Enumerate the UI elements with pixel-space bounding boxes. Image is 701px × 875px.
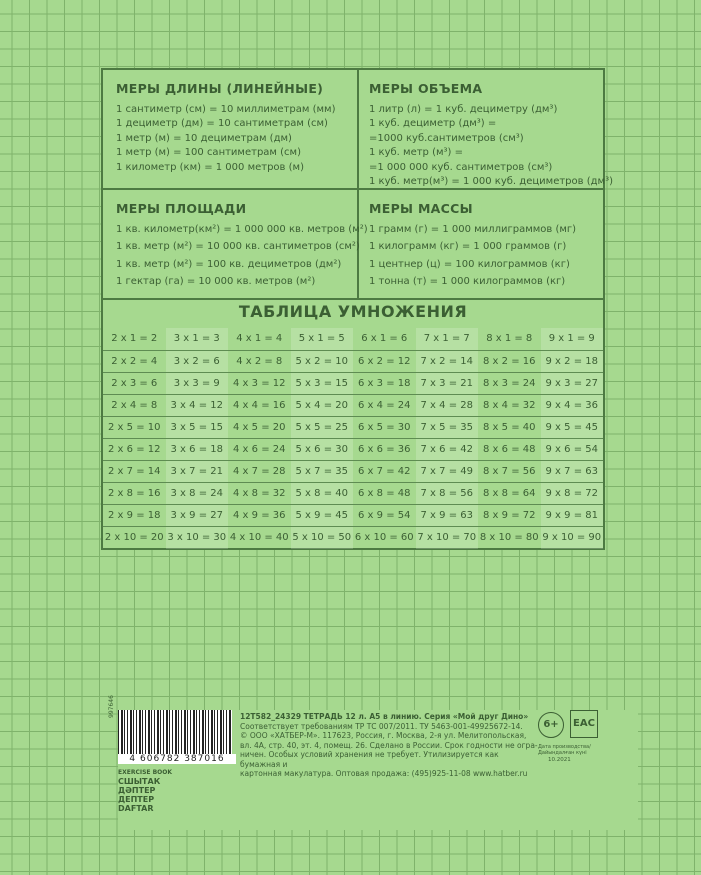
mult-row <box>103 394 603 417</box>
mult-cell: 6 x 9 = 54 <box>358 510 411 521</box>
mult-cell: 5 x 4 = 20 <box>291 395 354 417</box>
mult-cell: 5 x 5 = 25 <box>291 417 354 439</box>
mult-cell: 8 x 10 = 80 <box>479 532 539 543</box>
mult-cell: 9 x 9 = 81 <box>541 505 604 527</box>
footer <box>108 695 638 830</box>
area-section <box>116 202 368 290</box>
barcode <box>118 710 232 754</box>
mult-cell: 7 x 10 = 70 <box>416 527 479 549</box>
mult-cell: 7 x 8 = 56 <box>416 483 479 505</box>
language-item: СШЫТАК <box>118 777 161 786</box>
mult-cell: 4 x 6 = 24 <box>233 444 286 455</box>
mult-cell: 6 x 7 = 42 <box>358 466 411 477</box>
mult-cell: 3 x 9 = 27 <box>166 505 229 527</box>
mult-cell: 7 x 5 = 35 <box>416 417 479 439</box>
mult-cell: 2 x 2 = 4 <box>111 356 158 367</box>
mult-row <box>103 328 603 350</box>
mult-cell: 7 x 1 = 7 <box>416 328 479 350</box>
footer-line: © ООО «ХАТБЕР-М». 117623, Россия, г. Москва, 2-я ул. Мелитопольская, <box>240 731 527 740</box>
mult-cell: 6 x 1 = 6 <box>361 333 408 344</box>
mult-cell: 3 x 4 = 12 <box>166 395 229 417</box>
mult-row <box>103 438 603 461</box>
footer-line: вл. 4А, стр. 40, эт. 4, помещ. 26. Сделано в России. Срок годности не огра- <box>240 740 538 750</box>
footer-line: ничен. Особых условий хранения не требует. Утилизируется как бумажная и <box>240 750 499 769</box>
mult-cell: 2 x 7 = 14 <box>108 466 161 477</box>
mult-cell: 2 x 3 = 6 <box>111 378 158 389</box>
mass-line: 1 тонна (т) = 1 000 килограммов (кг) <box>369 276 566 287</box>
area-title: МЕРЫ ПЛОЩАДИ <box>116 201 247 216</box>
mult-cell: 7 x 2 = 14 <box>416 351 479 373</box>
language-list <box>118 768 172 813</box>
mass-section <box>369 202 576 290</box>
age-badge: 6+ <box>538 712 564 738</box>
volume-line: 1 литр (л) = 1 куб. дециметру (дм³) <box>369 103 558 115</box>
mult-cell: 5 x 6 = 30 <box>291 439 354 461</box>
divider-h3 <box>103 298 603 300</box>
mult-cell: 3 x 10 = 30 <box>166 527 229 549</box>
mult-cell: 4 x 7 = 28 <box>233 466 286 477</box>
mult-cell: 8 x 2 = 16 <box>483 356 536 367</box>
mult-cell: 8 x 3 = 24 <box>483 378 536 389</box>
vertical-code: 997646 <box>108 695 115 718</box>
mult-cell: 9 x 2 = 18 <box>541 351 604 373</box>
mult-cell: 4 x 9 = 36 <box>233 510 286 521</box>
volume-line: 1 куб. дециметр (дм³) = <box>369 118 497 129</box>
length-line: 1 метр (м) = 100 сантиметрам (см) <box>116 147 301 158</box>
mult-cell: 3 x 5 = 15 <box>166 417 229 439</box>
length-line: 1 метр (м) = 10 дециметрам (дм) <box>116 132 292 144</box>
mult-cell: 3 x 8 = 24 <box>166 483 229 505</box>
footer-line: картонная макулатура. Оптовая продажа: (495)925-11-08 www.hatber.ru <box>240 769 528 778</box>
mult-cell: 6 x 6 = 36 <box>358 444 411 455</box>
barcode-number: 4 606782 387016 <box>118 754 236 764</box>
length-line: 1 сантиметр (см) = 10 миллиметрам (мм) <box>116 103 336 115</box>
mult-cell: 9 x 10 = 90 <box>541 527 604 549</box>
mult-cell: 7 x 6 = 42 <box>416 439 479 461</box>
mult-cell: 5 x 7 = 35 <box>291 461 354 483</box>
mult-cell: 8 x 7 = 56 <box>483 466 536 477</box>
mult-row <box>103 482 603 505</box>
date-label: Дата производства/ Дайындалған күні <box>538 744 591 756</box>
mult-cell: 7 x 9 = 63 <box>416 505 479 527</box>
mult-cell: 9 x 5 = 45 <box>541 417 604 439</box>
mult-cell: 9 x 4 = 36 <box>541 395 604 417</box>
mult-cell: 6 x 3 = 18 <box>358 378 411 389</box>
mult-cell: 2 x 4 = 8 <box>111 400 158 411</box>
language-item: ДЕПТЕР <box>118 795 155 804</box>
mult-cell: 8 x 4 = 32 <box>483 400 536 411</box>
eac-mark: EAC <box>570 710 598 738</box>
mult-row <box>103 526 603 549</box>
mult-cell: 4 x 1 = 4 <box>236 333 283 344</box>
mult-cell: 9 x 7 = 63 <box>541 461 604 483</box>
volume-line: 1 куб. метр(м³) = 1 000 куб. дециметров (дм³) <box>369 176 613 187</box>
footer-line: Соответствует требованиям ТР ТС 007/2011. ТУ 5463-001-49925672-14. <box>240 721 523 731</box>
mult-cell: 6 x 4 = 24 <box>358 400 411 411</box>
mult-cell: 2 x 1 = 2 <box>111 333 158 344</box>
mult-cell: 3 x 7 = 21 <box>166 461 229 483</box>
length-section <box>116 82 336 175</box>
mass-line: 1 килограмм (кг) = 1 000 граммов (г) <box>369 241 567 252</box>
area-line: 1 кв. метр (м²) = 100 кв. дециметров (дм²) <box>116 258 342 270</box>
multiplication-title: ТАБЛИЦА УМНОЖЕНИЯ <box>238 302 468 321</box>
volume-section <box>369 82 613 190</box>
mult-row <box>103 504 603 527</box>
mult-cell: 6 x 10 = 60 <box>354 532 414 543</box>
footer-info <box>240 712 540 779</box>
mult-row <box>103 372 603 395</box>
mult-cell: 5 x 1 = 5 <box>291 328 354 350</box>
mult-cell: 7 x 7 = 49 <box>416 461 479 483</box>
mult-cell: 4 x 4 = 16 <box>233 400 286 411</box>
mult-cell: 5 x 8 = 40 <box>291 483 354 505</box>
mult-cell: 9 x 3 = 27 <box>541 373 604 395</box>
mult-cell: 2 x 5 = 10 <box>108 422 161 433</box>
mult-cell: 4 x 8 = 32 <box>233 488 286 499</box>
mult-row <box>103 460 603 483</box>
language-item: DAFTAR <box>118 804 154 813</box>
mult-cell: 9 x 6 = 54 <box>541 439 604 461</box>
mult-cell: 3 x 6 = 18 <box>166 439 229 461</box>
mult-cell: 4 x 10 = 40 <box>229 532 289 543</box>
mult-cell: 5 x 3 = 15 <box>291 373 354 395</box>
mult-row <box>103 350 603 373</box>
mult-cell: 9 x 8 = 72 <box>541 483 604 505</box>
mult-cell: 2 x 9 = 18 <box>108 510 161 521</box>
mult-cell: 3 x 3 = 9 <box>166 373 229 395</box>
volume-line: 1 куб. метр (м³) = <box>369 147 463 158</box>
mult-cell: 7 x 4 = 28 <box>416 395 479 417</box>
mult-cell: 5 x 9 = 45 <box>291 505 354 527</box>
mult-cell: 8 x 8 = 64 <box>483 488 536 499</box>
mult-cell: 9 x 1 = 9 <box>541 328 604 350</box>
mult-cell: 4 x 5 = 20 <box>233 422 286 433</box>
mult-cell: 2 x 6 = 12 <box>108 444 161 455</box>
reference-panel <box>101 68 613 550</box>
mass-line: 1 центнер (ц) = 100 килограммов (кг) <box>369 258 570 270</box>
length-line: 1 километр (км) = 1 000 метров (м) <box>116 161 304 173</box>
mult-cell: 7 x 3 = 21 <box>416 373 479 395</box>
length-title: МЕРЫ ДЛИНЫ (ЛИНЕЙНЫЕ) <box>116 81 324 96</box>
mass-title: МЕРЫ МАССЫ <box>369 201 473 216</box>
mult-cell: 4 x 3 = 12 <box>233 378 286 389</box>
mult-cell: 6 x 2 = 12 <box>358 356 411 367</box>
area-line: 1 кв. метр (м²) = 10 000 кв. сантиметров (см²) <box>116 241 360 252</box>
mass-line: 1 грамм (г) = 1 000 миллиграммов (мг) <box>369 223 577 235</box>
area-line: 1 кв. километр(км²) = 1 000 000 кв. метров (м²) <box>116 223 368 235</box>
mult-cell: 6 x 8 = 48 <box>358 488 411 499</box>
mult-row <box>103 416 603 439</box>
mult-cell: 3 x 1 = 3 <box>166 328 229 350</box>
area-line: 1 гектар (га) = 10 000 кв. метров (м²) <box>116 276 316 287</box>
length-line: 1 дециметр (дм) = 10 сантиметрам (см) <box>116 118 328 129</box>
mult-cell: 3 x 2 = 6 <box>166 351 229 373</box>
mult-cell: 2 x 8 = 16 <box>108 488 161 499</box>
mult-cell: 5 x 2 = 10 <box>291 351 354 373</box>
divider-h1 <box>103 188 357 190</box>
volume-line: =1 000 000 куб. сантиметров (см³) <box>369 161 553 173</box>
mult-cell: 8 x 5 = 40 <box>483 422 536 433</box>
mult-cell: 2 x 10 = 20 <box>104 532 164 543</box>
mult-cell: 5 x 10 = 50 <box>291 527 354 549</box>
mult-cell: 8 x 1 = 8 <box>486 333 533 344</box>
volume-line: =1000 куб.сантиметров (см³) <box>369 132 524 144</box>
language-item: ДӘПТЕР <box>118 786 156 795</box>
volume-title: МЕРЫ ОБЪЕМА <box>369 81 483 96</box>
footer-title: 12Т582_24329 ТЕТРАДЬ 12 л. А5 в линию. Серия «Мой друг Дино» <box>240 712 529 721</box>
mult-cell: 8 x 9 = 72 <box>483 510 536 521</box>
mult-cell: 6 x 5 = 30 <box>358 422 411 433</box>
mult-cell: 4 x 2 = 8 <box>236 356 283 367</box>
date: 10.2021 <box>548 757 571 763</box>
mult-cell: 8 x 6 = 48 <box>483 444 536 455</box>
language-item: EXERCISE BOOK <box>118 769 173 776</box>
